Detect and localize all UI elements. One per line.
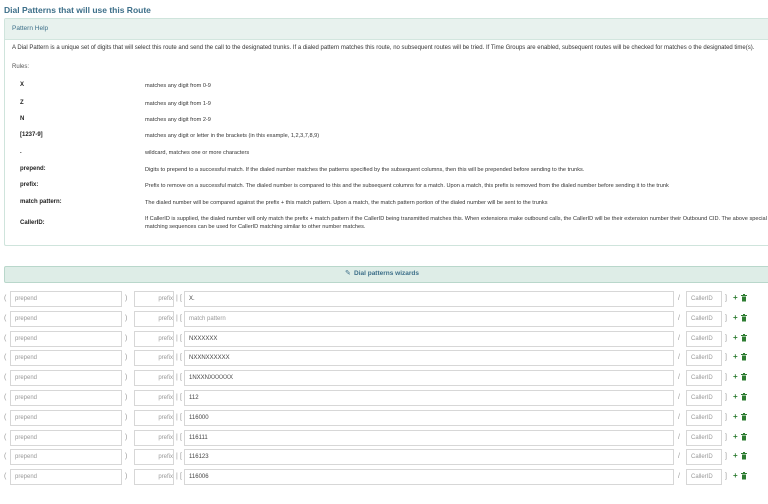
rule-key: CallerID: [20, 220, 45, 226]
prefix-separator: | [176, 433, 178, 441]
callerid-close-bracket: ] [725, 374, 727, 382]
prepend-open-paren: ( [4, 354, 7, 362]
add-pattern-icon[interactable]: + [733, 451, 738, 461]
prefix-input[interactable]: prefix [134, 311, 174, 327]
add-pattern-icon[interactable]: + [733, 411, 738, 421]
rule-key: Z [20, 100, 24, 106]
delete-pattern-icon[interactable] [741, 334, 747, 342]
prepend-open-paren: ( [4, 295, 7, 302]
dial-pattern-row [4, 370, 768, 386]
prepend-close-paren: ) [125, 413, 128, 421]
dial-pattern-row [4, 291, 768, 307]
match-pattern-input[interactable]: 112 [184, 390, 674, 406]
prepend-open-paren: ( [4, 334, 7, 342]
add-pattern-icon[interactable]: + [733, 332, 738, 342]
pattern-help-intro: A Dial Pattern is a unique set of digits that will select this route and send the call to the designated trunks. If a dialed pattern matches this route, no subsequent routes will be tried. If Time Groups are enabled, subsequent routes will be checked for matches o the designated time(s). [12, 45, 755, 51]
callerid-input[interactable]: CallerID [686, 410, 722, 426]
prepend-input[interactable]: prepend [10, 430, 122, 446]
delete-pattern-icon[interactable] [741, 433, 747, 441]
callerid-separator: / [678, 314, 680, 322]
prepend-open-paren: ( [4, 394, 7, 401]
pattern-open-bracket: [ [180, 295, 182, 302]
delete-pattern-icon[interactable] [741, 452, 747, 460]
rule-desc: matches any digit from 1-9 [145, 101, 211, 107]
prefix-separator: | [176, 394, 178, 401]
callerid-separator: / [678, 374, 680, 382]
callerid-separator: / [678, 453, 680, 461]
delete-pattern-icon[interactable] [741, 413, 747, 421]
pattern-open-bracket: [ [180, 433, 182, 441]
prefix-input[interactable]: prefix [134, 410, 174, 426]
dial-patterns-wizard-button[interactable] [4, 266, 768, 283]
prepend-close-paren: ) [125, 394, 128, 401]
rule-desc: matches any digit from 2-9 [145, 117, 211, 123]
callerid-input[interactable]: CallerID [686, 311, 722, 327]
pattern-help-header[interactable] [5, 19, 768, 40]
pattern-open-bracket: [ [180, 354, 182, 362]
dial-patterns-wizard-label: Dial patterns wizards [354, 270, 420, 277]
callerid-input[interactable]: CallerID [686, 390, 722, 406]
rule-key: prefix: [20, 182, 39, 188]
add-pattern-icon[interactable]: + [733, 312, 738, 322]
callerid-close-bracket: ] [725, 413, 727, 421]
match-pattern-input[interactable]: 116111 [184, 430, 674, 446]
rule-desc: If CallerID is supplied, the dialed number will only match the prefix + match pattern if the CallerID being transmitted matches this. When extensions make outbound calls, the CallerID will be their extension number their Outbound CID. The above special matching sequences can be used for CallerID matching similar to other number matches. [145, 216, 767, 230]
match-pattern-input[interactable]: match pattern [184, 311, 674, 327]
prepend-open-paren: ( [4, 473, 7, 481]
prepend-input[interactable]: prepend [10, 410, 122, 426]
pattern-open-bracket: [ [180, 394, 182, 401]
rule-key: [1237-9] [20, 132, 43, 138]
callerid-input[interactable]: CallerID [686, 291, 722, 307]
pattern-open-bracket: [ [180, 453, 182, 461]
callerid-separator: / [678, 413, 680, 421]
prepend-close-paren: ) [125, 473, 128, 481]
callerid-input[interactable]: CallerID [686, 449, 722, 465]
wand-icon: ✎ [345, 270, 351, 277]
prefix-input[interactable]: prefix [134, 331, 174, 347]
prefix-separator: | [176, 473, 178, 481]
rule-key: . [20, 149, 22, 155]
callerid-input[interactable]: CallerID [686, 350, 722, 366]
rule-desc: Prefix to remove on a successful match. The dialed number is compared to this and the subsequent columns for a match. Upon a match, this prefix is removed from the dialed number before sending it to the trunk [145, 183, 669, 189]
section-title: Dial Patterns that will use this Route [4, 5, 151, 15]
dial-pattern-row [4, 331, 768, 347]
prepend-open-paren: ( [4, 413, 7, 421]
callerid-close-bracket: ] [725, 394, 727, 401]
match-pattern-input[interactable]: 116000 [184, 410, 674, 426]
prefix-separator: | [176, 334, 178, 342]
prefix-input[interactable]: prefix [134, 390, 174, 406]
callerid-close-bracket: ] [725, 295, 727, 302]
delete-pattern-icon[interactable] [741, 472, 747, 480]
dial-pattern-row [4, 311, 768, 327]
add-pattern-icon[interactable]: + [733, 293, 738, 302]
delete-pattern-icon[interactable] [741, 314, 747, 322]
pattern-open-bracket: [ [180, 374, 182, 382]
rule-key: N [20, 116, 25, 122]
dial-pattern-row [4, 410, 768, 426]
prepend-input[interactable]: prepend [10, 291, 122, 307]
callerid-input[interactable]: CallerID [686, 469, 722, 485]
callerid-close-bracket: ] [725, 453, 727, 461]
prepend-input[interactable]: prepend [10, 311, 122, 327]
prepend-open-paren: ( [4, 453, 7, 461]
callerid-separator: / [678, 334, 680, 342]
add-pattern-icon[interactable]: + [733, 372, 738, 382]
prepend-close-paren: ) [125, 433, 128, 441]
callerid-separator: / [678, 354, 680, 362]
prepend-close-paren: ) [125, 314, 128, 322]
dial-pattern-row [4, 449, 768, 465]
prefix-input[interactable]: prefix [134, 291, 174, 307]
prefix-separator: | [176, 453, 178, 461]
prefix-separator: | [176, 413, 178, 421]
add-pattern-icon[interactable]: + [733, 471, 738, 481]
add-pattern-icon[interactable]: + [733, 392, 738, 401]
prefix-input[interactable]: prefix [134, 430, 174, 446]
prepend-close-paren: ) [125, 374, 128, 382]
prepend-input[interactable]: prepend [10, 350, 122, 366]
match-pattern-input[interactable]: X. [184, 291, 674, 307]
rule-desc: matches any digit from 0-9 [145, 83, 211, 89]
prefix-separator: | [176, 295, 178, 302]
rule-desc: The dialed number will be compared against the prefix + this match pattern. Upon a match, the match pattern portion of the dialed number will be sent to the trunks [145, 200, 548, 206]
prefix-input[interactable]: prefix [134, 469, 174, 485]
rule-key: X [20, 82, 25, 88]
prepend-input[interactable]: prepend [10, 370, 122, 386]
callerid-separator: / [678, 295, 680, 302]
match-pattern-input[interactable]: 116123 [184, 449, 674, 465]
prepend-input[interactable]: prepend [10, 390, 122, 406]
callerid-close-bracket: ] [725, 314, 727, 322]
dial-pattern-row [4, 350, 768, 366]
prepend-input[interactable]: prepend [10, 331, 122, 347]
prepend-input[interactable]: prepend [10, 469, 122, 485]
callerid-close-bracket: ] [725, 334, 727, 342]
match-pattern-input[interactable]: 116006 [184, 469, 674, 485]
prefix-input[interactable]: prefix [134, 449, 174, 465]
callerid-separator: / [678, 394, 680, 401]
pattern-open-bracket: [ [180, 413, 182, 421]
delete-pattern-icon[interactable] [741, 373, 747, 381]
pattern-help-panel [4, 18, 768, 246]
callerid-input[interactable]: CallerID [686, 331, 722, 347]
rule-desc: Digits to prepend to a successful match. If the dialed number matches the patterns specified by the subsequent columns, then this will be prepended before sending to the trunks. [145, 167, 585, 173]
callerid-separator: / [678, 473, 680, 481]
prepend-open-paren: ( [4, 374, 7, 382]
delete-pattern-icon[interactable] [741, 393, 747, 401]
rules-label: Rules: [12, 64, 30, 70]
delete-pattern-icon[interactable] [741, 294, 747, 302]
prefix-separator: | [176, 314, 178, 322]
dial-pattern-row [4, 469, 768, 485]
pattern-open-bracket: [ [180, 314, 182, 322]
delete-pattern-icon[interactable] [741, 353, 747, 361]
prepend-close-paren: ) [125, 354, 128, 362]
callerid-input[interactable]: CallerID [686, 430, 722, 446]
prefix-separator: | [176, 354, 178, 362]
prefix-input[interactable]: prefix [134, 370, 174, 386]
rule-desc: wildcard, matches one or more characters [145, 150, 250, 156]
pattern-open-bracket: [ [180, 473, 182, 481]
pattern-help-title: Pattern Help [12, 25, 49, 32]
add-pattern-icon[interactable]: + [733, 431, 738, 441]
callerid-separator: / [678, 433, 680, 441]
prepend-close-paren: ) [125, 334, 128, 342]
rule-desc: matches any digit or letter in the brackets (in this example, 1,2,3,7,8,9) [145, 133, 320, 139]
add-pattern-icon[interactable]: + [733, 352, 738, 362]
callerid-input[interactable]: CallerID [686, 370, 722, 386]
prepend-open-paren: ( [4, 433, 7, 441]
prepend-open-paren: ( [4, 314, 7, 322]
match-pattern-input[interactable]: NXXNXXXXXX [184, 350, 674, 366]
callerid-close-bracket: ] [725, 473, 727, 481]
match-pattern-input[interactable]: NXXXXXX [184, 331, 674, 347]
pattern-open-bracket: [ [180, 334, 182, 342]
rule-key: prepend: [20, 166, 46, 172]
callerid-close-bracket: ] [725, 354, 727, 362]
prepend-close-paren: ) [125, 295, 128, 302]
prefix-input[interactable]: prefix [134, 350, 174, 366]
dial-pattern-row [4, 430, 768, 446]
match-pattern-input[interactable]: 1NXXNXXXXXX [184, 370, 674, 386]
dial-pattern-row [4, 390, 768, 406]
prepend-input[interactable]: prepend [10, 449, 122, 465]
callerid-close-bracket: ] [725, 433, 727, 441]
prefix-separator: | [176, 374, 178, 382]
rule-key: match pattern: [20, 199, 62, 205]
prepend-close-paren: ) [125, 453, 128, 461]
